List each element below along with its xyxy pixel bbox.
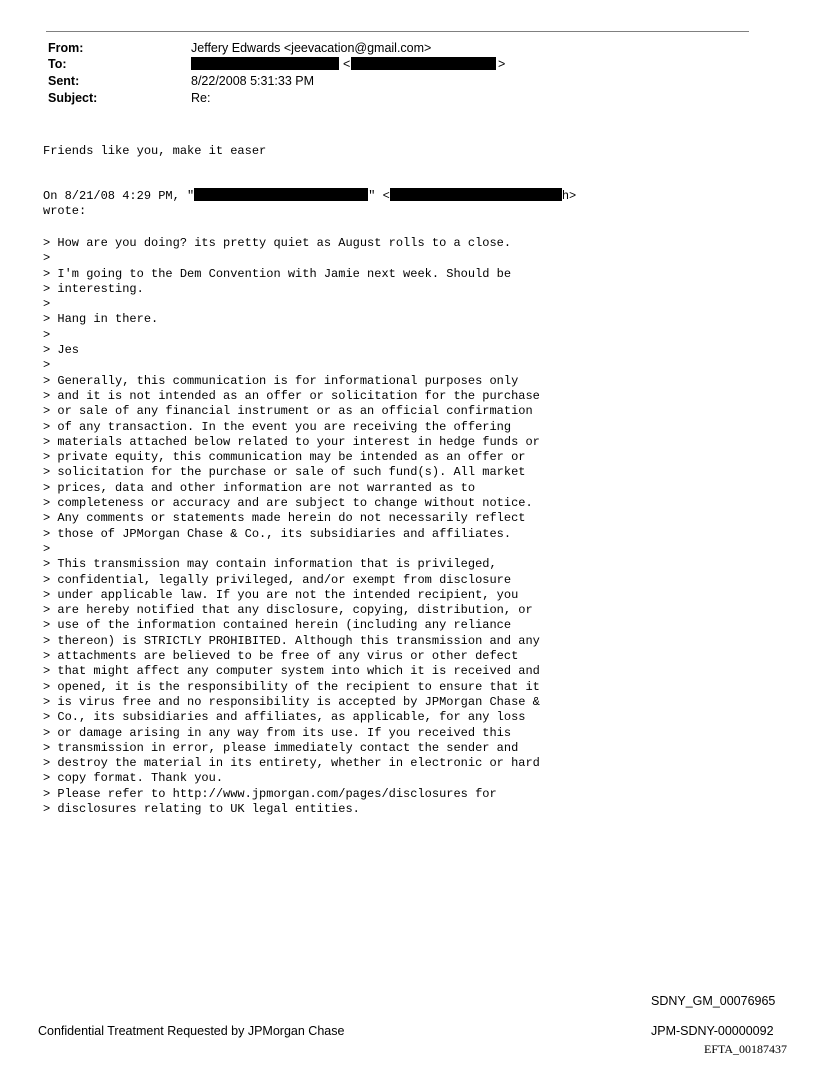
quoted-line: > private equity, this communication may be intended as an offer or	[43, 450, 526, 465]
header-rule	[46, 31, 749, 32]
quote-prefix: On 8/21/08 4:29 PM, "	[43, 189, 195, 203]
redaction-quote-name	[194, 188, 368, 201]
redaction-to-email	[351, 57, 496, 70]
bates-jpm: JPM-SDNY-00000092	[651, 1024, 774, 1038]
quoted-line: > those of JPMorgan Chase & Co., its subsidiaries and affiliates.	[43, 526, 512, 541]
redaction-to-name	[191, 57, 339, 70]
quoted-line: > confidential, legally privileged, and/or exempt from disclosure	[43, 572, 512, 587]
efta-number: EFTA_00187437	[704, 1042, 788, 1056]
quoted-line: > Generally, this communication is for informational purposes only	[43, 373, 519, 388]
quoted-line: > transmission in error, please immediately contact the sender and	[43, 740, 519, 755]
quote-wrote: wrote:	[43, 204, 87, 218]
confidential-notice: Confidential Treatment Requested by JPMorgan Chase	[38, 1024, 345, 1038]
quoted-line: > and it is not intended as an offer or solicitation for the purchase	[43, 388, 540, 403]
quoted-line: > Any comments or statements made herein do not necessarily reflect	[43, 511, 526, 526]
quoted-line: > Hang in there.	[43, 312, 159, 327]
quoted-line: > that might affect any computer system into which it is received and	[43, 664, 540, 679]
quoted-line: > use of the information contained herein (including any reliance	[43, 618, 512, 633]
quoted-line: > destroy the material in its entirety, whether in electronic or hard	[43, 756, 540, 771]
subject-value: Re:	[191, 91, 211, 105]
quoted-line: >	[43, 297, 51, 312]
quoted-line: > Jes	[43, 343, 80, 358]
quoted-line: > or damage arising in any way from its use. If you received this	[43, 725, 512, 740]
quote-end: h>	[561, 189, 577, 203]
sent-label: Sent:	[48, 74, 80, 88]
quoted-line: >	[43, 327, 51, 342]
subject-label: Subject:	[48, 91, 98, 105]
quoted-line: > copy format. Thank you.	[43, 771, 224, 786]
quoted-line: > I'm going to the Dem Convention with Jamie next week. Should be	[43, 266, 512, 281]
quote-mid: " <	[368, 189, 390, 203]
to-close-bracket: >	[498, 57, 506, 71]
quoted-line: > completeness or accuracy and are subject to change without notice.	[43, 496, 533, 511]
quoted-line: > This transmission may contain information that is privileged,	[43, 557, 497, 572]
quoted-line: > attachments are believed to be free of any virus or other defect	[43, 649, 519, 664]
quoted-line: > solicitation for the purchase or sale of such fund(s). All market	[43, 465, 526, 480]
quoted-line: > How are you doing? its pretty quiet as August rolls to a close.	[43, 236, 512, 250]
quoted-line: > interesting.	[43, 281, 144, 296]
quoted-line: > are hereby notified that any disclosure, copying, distribution, or	[43, 603, 533, 618]
quoted-line: > or sale of any financial instrument or as an official confirmation	[43, 404, 533, 419]
sent-value: 8/22/2008 5:31:33 PM	[191, 74, 315, 88]
quoted-line: > Please refer to http://www.jpmorgan.com/pages/disclosures for	[43, 786, 497, 801]
to-open-bracket: <	[343, 57, 351, 71]
quoted-line: > is virus free and no responsibility is accepted by JPMorgan Chase &	[43, 694, 540, 709]
from-value: Jeffery Edwards <jeevacation@gmail.com>	[191, 41, 432, 55]
quoted-line: >	[43, 541, 51, 556]
quoted-line: > opened, it is the responsibility of the recipient to ensure that it	[43, 679, 540, 694]
quote-attribution	[43, 188, 576, 204]
quoted-line: > disclosures relating to UK legal entities.	[43, 801, 360, 816]
to-label: To:	[48, 57, 67, 71]
from-label: From:	[48, 41, 84, 55]
reply-text: Friends like you, make it easer	[43, 144, 267, 158]
quoted-line: > prices, data and other information are not warranted as to	[43, 480, 476, 495]
quoted-line: > thereon) is STRICTLY PROHIBITED. Although this transmission and any	[43, 633, 540, 648]
bates-sdny: SDNY_GM_00076965	[651, 994, 776, 1008]
quoted-line: > of any transaction. In the event you are receiving the offering	[43, 419, 512, 434]
quoted-line: >	[43, 358, 51, 373]
redaction-quote-email	[390, 188, 562, 201]
quoted-line: > under applicable law. If you are not the intended recipient, you	[43, 587, 519, 602]
quoted-line: > materials attached below related to your interest in hedge funds or	[43, 434, 540, 449]
quoted-message	[43, 236, 540, 817]
quoted-line: > Co., its subsidiaries and affiliates, as applicable, for any loss	[43, 710, 526, 725]
quoted-line: >	[43, 251, 51, 266]
